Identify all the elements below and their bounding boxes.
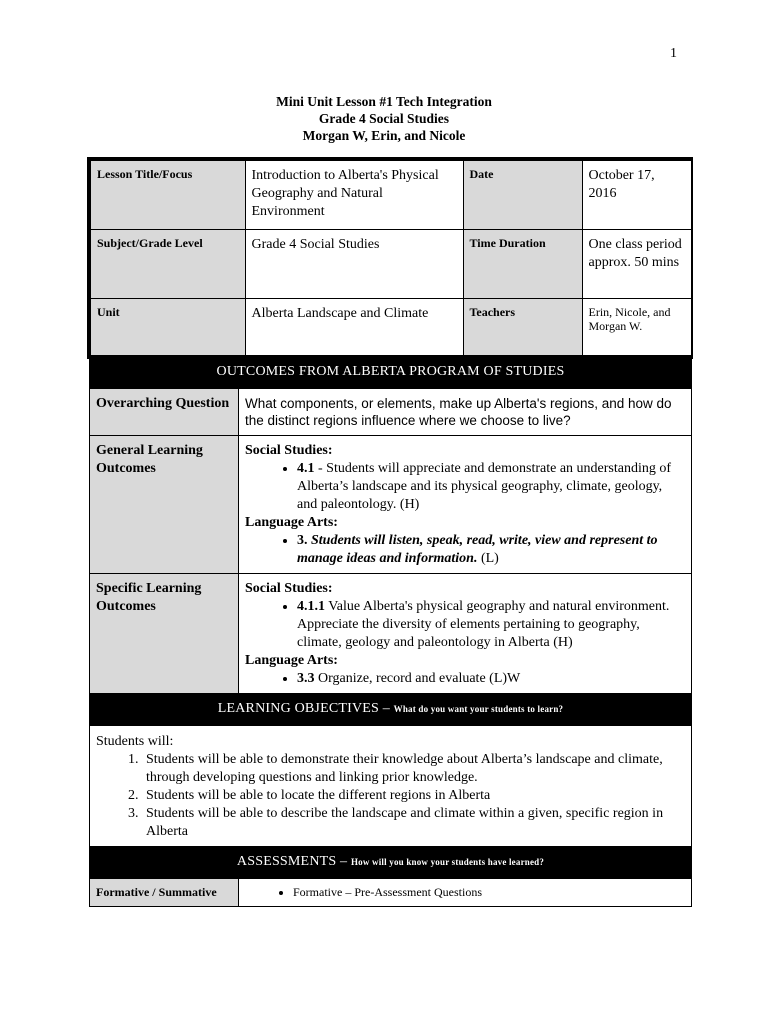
specific-la-code: 3.3 [297,671,315,686]
assessment-content [239,879,692,907]
info-row-title [90,160,692,230]
teachers-value: Erin, Nicole, and Morgan W. [582,299,692,357]
specific-outcomes-row [90,574,692,694]
general-la-list [245,532,685,568]
outcomes-heading-row [90,357,692,389]
objective-item: 3. Students will be able to describe the landscape and climate within a given, specific region in Alberta [142,805,685,841]
specific-outcomes-content [239,574,692,694]
info-row-subject [90,230,692,299]
duration-label: Time Duration [463,230,582,299]
assessments-heading-main: ASSESSMENTS – [236,854,351,869]
assessment-list [245,885,685,900]
header-authors: Morgan W, Erin, and Nicole [302,128,466,143]
lesson-title-label: Lesson Title/Focus [90,160,245,230]
assessment-type-label: Formative / Summative [90,879,239,907]
objectives-heading [90,694,692,726]
unit-value: Alberta Landscape and Climate [245,299,463,357]
assessments-heading [90,847,692,879]
general-ss-item [297,460,685,514]
general-la-tail: (L) [477,551,499,566]
general-ss-text: - Students will appreciate and demonstrate an understanding of Alberta’s landscape and its physical geography, climate, geology, and paleontology. (H) [297,461,672,512]
lesson-title-value: Introduction to Alberta's Physical Geography and Natural Environment [245,160,463,230]
objectives-content [90,726,692,847]
specific-ss-code: 4.1.1 [297,599,325,614]
header-title: Mini Unit Lesson #1 Tech Integration [276,94,492,109]
document-header [0,93,768,144]
overarching-row [90,389,692,436]
objective-item: 1. Students will be able to demonstrate their knowledge about Alberta’s landscape and climate, through developing questions and linking prior knowledge. [142,751,685,787]
date-value: October 17, 2016 [582,160,692,230]
header-grade: Grade 4 Social Studies [318,111,450,126]
teachers-label: Teachers [463,299,582,357]
outcomes-heading: OUTCOMES FROM ALBERTA PROGRAM OF STUDIES [90,357,692,389]
specific-la-heading: Language Arts: [245,653,338,668]
assessments-heading-row [90,847,692,879]
objectives-heading-row [90,694,692,726]
specific-outcomes-label: Specific Learning Outcomes [90,574,239,694]
general-la-text: Students will listen, speak, read, write, view and represent to manage ideas and information. [297,533,658,566]
assessments-row [90,879,692,907]
overarching-question: What components, or elements, make up Alberta's regions, and how do the distinct regions influence where we choose to live? [239,389,692,436]
general-ss-code: 4.1 [297,461,315,476]
subject-label: Subject/Grade Level [90,230,245,299]
objectives-row [90,726,692,847]
info-row-unit [90,299,692,357]
overarching-label: Overarching Question [90,389,239,436]
subject-value: Grade 4 Social Studies [245,230,463,299]
general-outcomes-content [239,436,692,574]
specific-ss-item [297,598,685,652]
specific-la-item [297,670,685,688]
outcomes-table [89,356,692,907]
general-la-code: 3. [297,533,308,548]
lesson-info-table [89,159,693,357]
objectives-list [96,751,685,841]
specific-ss-heading: Social Studies: [245,581,333,596]
general-outcomes-row [90,436,692,574]
general-la-heading: Language Arts: [245,515,338,530]
date-label: Date [463,160,582,230]
specific-ss-list [245,598,685,652]
unit-label: Unit [90,299,245,357]
general-la-item [297,532,685,568]
objective-item: 2. Students will be able to locate the different regions in Alberta [142,787,685,805]
assessments-heading-sub: How will you know your students have learned? [350,857,545,867]
general-ss-heading: Social Studies: [245,443,333,458]
assessment-item: • Formative – Pre-Assessment Questions [293,885,685,900]
general-ss-list [245,460,685,514]
specific-la-text: Organize, record and evaluate (L)W [314,671,521,686]
objectives-heading-sub: What do you want your students to learn? [393,704,564,714]
specific-la-list [245,670,685,688]
specific-ss-text: Value Alberta's physical geography and natural environment. Appreciate the diversity of elements pertaining to geography, climate, geology and paleontology in Alberta (H) [297,599,670,650]
objectives-heading-main: LEARNING OBJECTIVES – [217,701,394,716]
general-outcomes-label: General Learning Outcomes [90,436,239,574]
objectives-intro: Students will: [96,734,174,749]
duration-value: One class period approx. 50 mins [582,230,692,299]
page-number: 1 [670,46,677,61]
